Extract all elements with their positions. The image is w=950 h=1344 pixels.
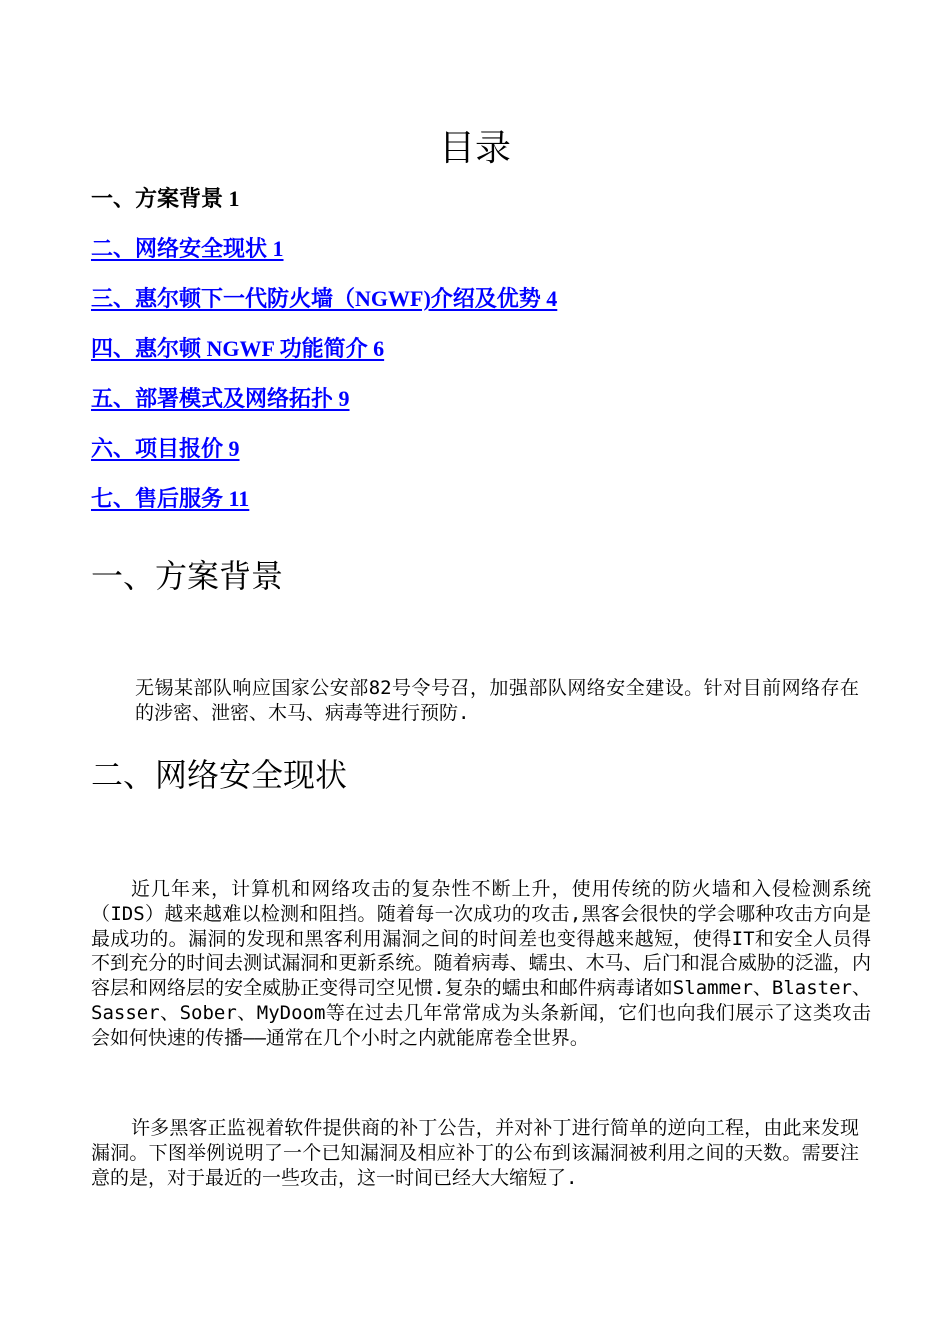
toc-link-security-status[interactable]: 二、网络安全现状 1	[91, 236, 284, 261]
section-heading-background: 一、方案背景	[91, 557, 284, 595]
section-paragraph: 近几年来，计算机和网络攻击的复杂性不断上升，使用传统的防火墙和入侵检测系统（IDS）越来越难以检测和阻挡。随着每一次成功的攻击,黑客会很快的学会哪种攻击方向是最成功的。漏洞的发现和黑客利用漏洞之间的时间差也变得越来越短，使得IT和安全人员得不到充分的时间去测试漏洞和更新系统。随着病毒、蠕虫、木马、后门和混合威胁的泛滥，内容层和网络层的安全威胁正变得司空见惯.复杂的蠕虫和邮件病毒诸如Slammer、Blaster、Sasser、Sober、MyDoom等在过去几年常常成为头条新闻，它们也向我们展示了这类攻击会如何快速的传播——通常在几个小时之内就能席卷全世界。	[91, 878, 871, 1049]
toc-link-ngwf-features[interactable]: 四、惠尔顿 NGWF 功能简介 6	[91, 336, 385, 361]
section-heading-security-status: 二、网络安全现状	[91, 756, 348, 794]
toc-item-background: 一、方案背景 1	[91, 186, 240, 211]
section-paragraph: 许多黑客正监视着软件提供商的补丁公告，并对补丁进行简单的逆向工程，由此来发现漏洞。下图举例说明了一个已知漏洞及相应补丁的公布到该漏洞被利用之间的天数。需要注意的是，对于最近的一些攻击，这一时间已经大大缩短了.	[91, 1117, 859, 1189]
section-paragraph: 无锡某部队响应国家公安部82号令号召，加强部队网络安全建设。针对目前网络存在的涉密、泄密、木马、病毒等进行预防.	[135, 677, 859, 724]
toc-title: 目录	[438, 128, 511, 169]
toc-link-deployment[interactable]: 五、部署模式及网络拓扑 9	[91, 386, 350, 411]
table-of-contents	[91, 178, 871, 528]
toc-link-quotation[interactable]: 六、项目报价 9	[91, 436, 240, 461]
toc-link-ngwf-intro[interactable]: 三、惠尔顿下一代防火墙（NGWF)介绍及优势 4	[91, 286, 558, 311]
toc-link-after-sales[interactable]: 七、售后服务 11	[91, 486, 250, 511]
